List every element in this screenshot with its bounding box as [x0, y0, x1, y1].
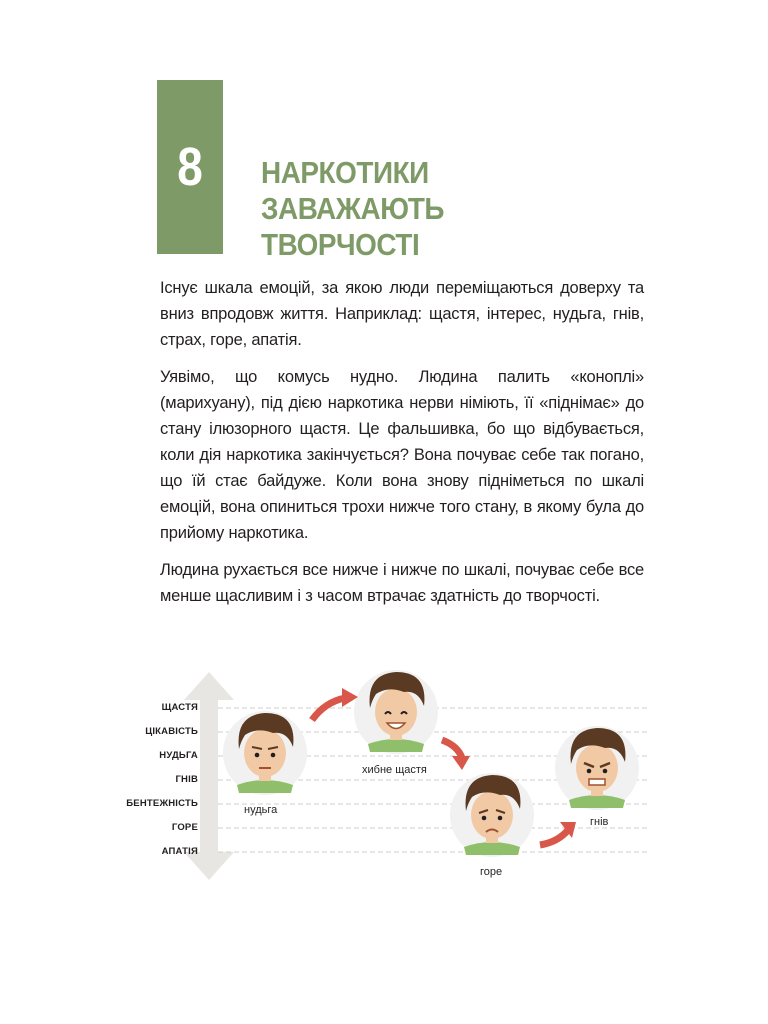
happy-face-icon [354, 670, 438, 754]
paragraph-3: Людина рухається все нижче і нижче по шкалі, почуває себе все менше щасливим і з часом втрачає здатність до творчості. [160, 561, 644, 605]
emotion-scale-diagram [120, 650, 660, 900]
scale-label-embarrassment: БЕНТЕЖНІСТЬ [126, 798, 198, 809]
chapter-title-line-2: ТВОРЧОСТІ [261, 227, 420, 262]
scale-label-anger: ГНІВ [175, 774, 198, 785]
scale-label-grief: ГОРЕ [171, 822, 198, 833]
chapter-title [261, 155, 603, 263]
caption-grief: горе [480, 866, 503, 878]
scale-label-interest: ЦІКАВІСТЬ [145, 726, 198, 737]
caption-anger: гнів [590, 816, 609, 828]
chapter-number: 8 [177, 137, 203, 197]
chapter-title-line-1: НАРКОТИКИ ЗАВАЖАЮТЬ [261, 155, 445, 226]
chapter-number-box [157, 80, 223, 254]
arrow-up-icon [312, 688, 358, 720]
arrow-down-icon [442, 740, 470, 770]
sad-face-icon [450, 773, 534, 857]
paragraph-1: Існує шкала емоцій, за якою люди переміщаються доверху та вниз впродовж життя. Наприклад: щастя, інтерес, нудьга, гнів, страх, горе, апатія. [160, 279, 644, 349]
caption-bored: нудьга [244, 804, 278, 816]
scale-label-boredom: НУДЬГА [159, 750, 198, 761]
angry-face-icon [555, 726, 639, 810]
arrow-up-right-icon [540, 822, 576, 845]
scale-label-apathy: АПАТІЯ [161, 846, 198, 857]
scale-label-happiness: ЩАСТЯ [161, 702, 198, 713]
transition-arrows [312, 688, 576, 845]
bored-face-icon [223, 711, 307, 795]
paragraph-2: Уявімо, що комусь нудно. Людина палить «коноплі» (марихуану), під дією наркотика нерви німіють, її «піднімає» до стану ілюзорного щастя. Це фальшивка, бо що відбувається, коли дія наркотика закінчується? Вона почуває себе так погано, що їй стає байдуже. Коли вона знову підніметься по шкалі емоцій, вона опиниться трохи нижче того стану, в якому була до прийому наркотика. [160, 368, 644, 542]
body-text [160, 275, 644, 620]
caption-false-happiness: хибне щастя [362, 764, 427, 776]
